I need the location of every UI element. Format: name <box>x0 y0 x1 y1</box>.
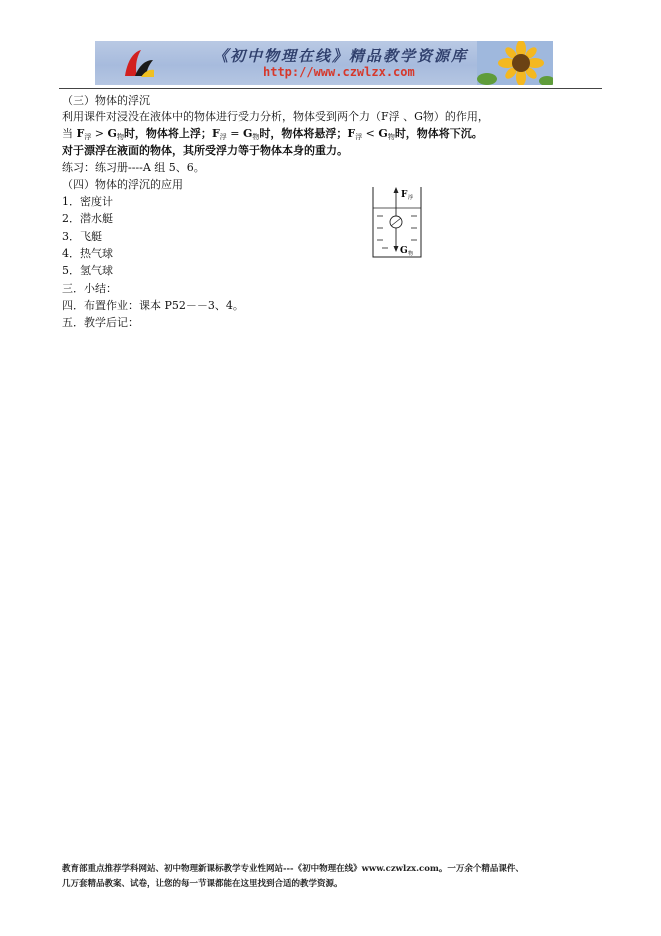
buoyancy-label: F <box>401 190 408 200</box>
intro-text: 利用课件对浸没在液体中的物体进行受力分析，物体受到两个力（F浮 、G物）的作用， <box>62 110 489 123</box>
footer-note <box>62 862 602 892</box>
banner-title: 《初中物理在线》精品教学资源库 <box>213 47 469 65</box>
reflection-line: 五．教学后记： <box>62 316 139 329</box>
list-item: 4．热气球 <box>62 247 113 260</box>
banner-url[interactable]: http://www.czwlzx.com <box>263 65 415 79</box>
homework-line: 四．布置作业：课本 P52－－3、4。 <box>62 299 244 312</box>
summary-line: 三．小结： <box>62 282 117 295</box>
header-rule <box>59 88 602 89</box>
float-conditions: 当 $F_浮 > G_物$时，物体将上浮；$F_浮 = G_物$时，物体将悬浮；$F_浮 < G_物$时，物体将下沉。 <box>62 127 483 141</box>
exercise-line: 练习：练习册----A 组 5、6。 <box>62 161 205 174</box>
list-item: 5．氢气球 <box>62 264 113 277</box>
list-item: 1．密度计 <box>62 195 113 208</box>
application-title: （四）物体的浮沉的应用 <box>62 178 183 191</box>
footer-line-2: 几万套精品教案、试卷，让您的每一节课都能在这里找到合适的教学资源。 <box>62 879 343 889</box>
sunflower-icon <box>477 41 553 85</box>
header-banner <box>95 41 553 85</box>
list-item: 3．飞艇 <box>62 230 102 243</box>
floating-note: 对于漂浮在液面的物体，其所受浮力等于物体本身的重力。 <box>62 144 348 157</box>
section-title: （三）物体的浮沉 <box>62 94 150 107</box>
gravity-label: G <box>400 246 408 256</box>
force-diagram <box>372 186 422 258</box>
svg-text:浮: 浮 <box>408 195 414 201</box>
footer-line-1: 教育部重点推荐学科网站、初中物理新课标教学专业性网站---《初中物理在线》www.czwlzx.com。一万余个精品课件、 <box>62 864 524 874</box>
logo-icon <box>121 46 155 80</box>
svg-text:物: 物 <box>408 251 414 257</box>
list-item: 2．潜水艇 <box>62 212 113 225</box>
